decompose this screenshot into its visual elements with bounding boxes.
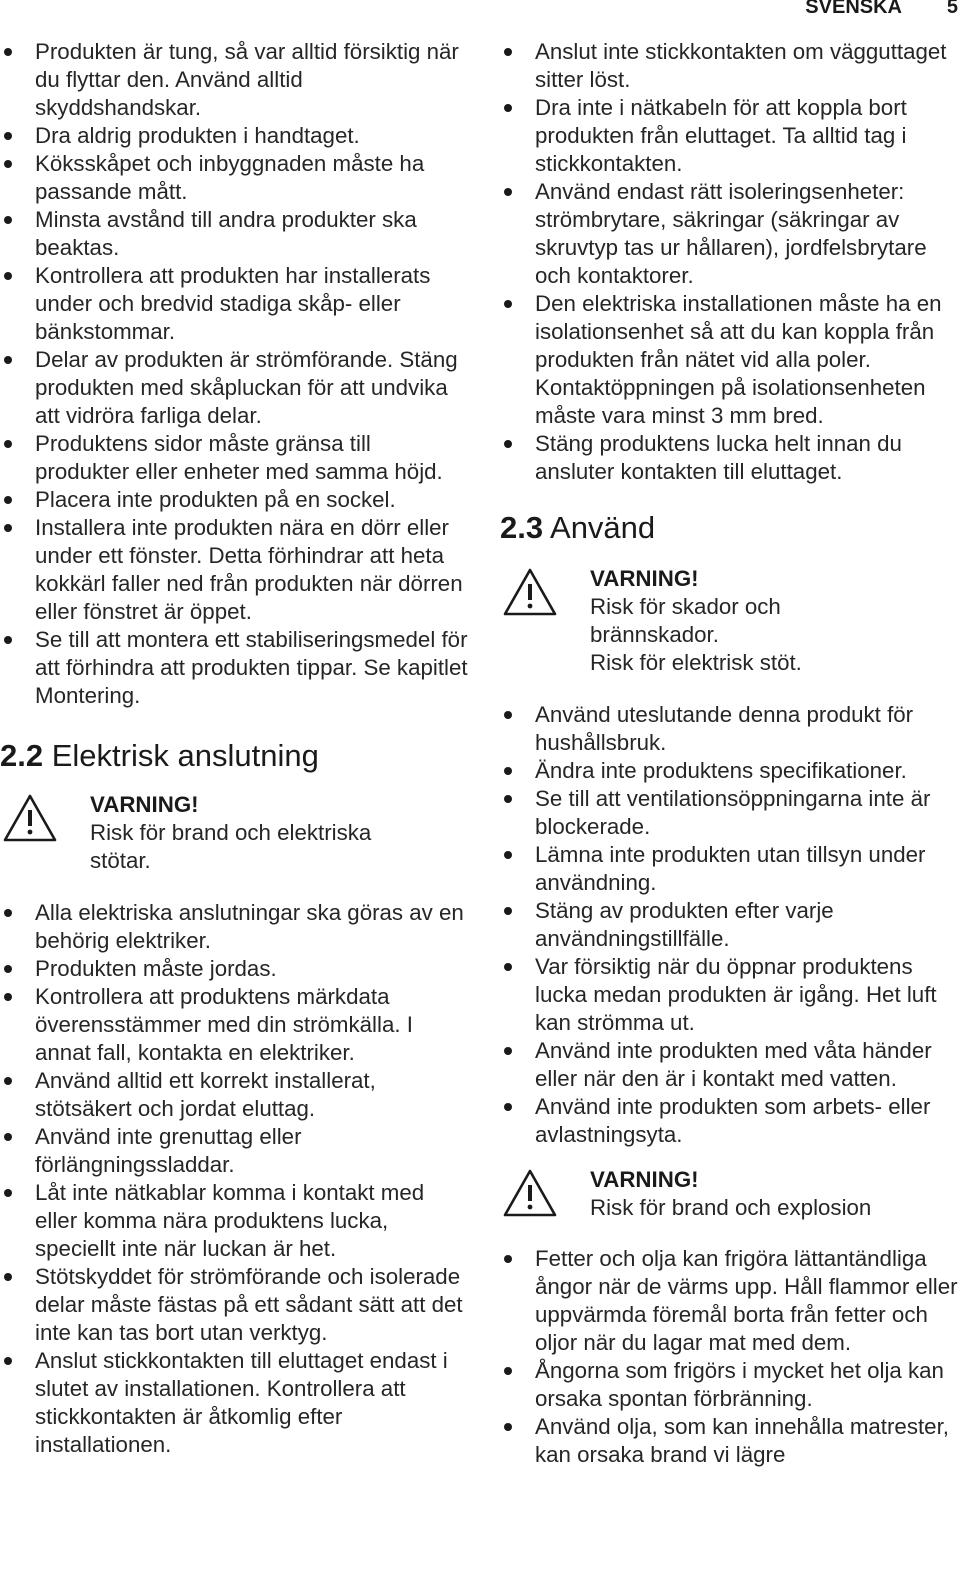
- list-item: [500, 1245, 960, 1357]
- list-item-text: Använd uteslutande denna produkt för hushållsbruk.: [535, 702, 914, 755]
- bullet-icon: [4, 636, 12, 644]
- list-item-text: Använd alltid ett korrekt installerat, stötsäkert och jordat eluttag.: [35, 1068, 376, 1121]
- list-item-text: Produkten måste jordas.: [35, 956, 277, 981]
- list-item: [500, 1037, 960, 1093]
- bullet-icon: [4, 1189, 12, 1197]
- list-item-text: Använd endast rätt isoleringsenheter: strömbrytare, säkringar (säkringar av skruvtyp tas ur hållaren), jordfelsbrytare och kontaktorer.: [535, 179, 927, 288]
- list-item-text: Produktens sidor måste gränsa till produkter eller enheter med samma höjd.: [35, 431, 443, 484]
- bullet-icon: [504, 188, 512, 196]
- section-title: Elektrisk anslutning: [51, 738, 319, 773]
- bullet-icon: [504, 795, 512, 803]
- list-item: [500, 701, 960, 757]
- section-number: 2.3: [500, 510, 544, 545]
- bullet-icon: [504, 300, 512, 308]
- bullet-icon: [4, 1273, 12, 1281]
- bullet-icon: [504, 851, 512, 859]
- bullet-list: [0, 899, 470, 1459]
- section-title: Använd: [550, 510, 656, 545]
- bullet-icon: [4, 496, 12, 504]
- warning-triangle-icon: [2, 793, 58, 843]
- list-item-text: Dra inte i nätkabeln för att koppla bort produkten från eluttaget. Ta alltid tag i stickkontakten.: [535, 95, 907, 176]
- bullet-icon: [504, 1367, 512, 1375]
- list-item-text: Stäng produktens lucka helt innan du ansluter kontakten till eluttaget.: [535, 431, 902, 484]
- list-item-text: Stötskyddet för strömförande och isolerade delar måste fästas på ett sådant sätt att det inte kan tas bort utan verktyg.: [35, 1264, 463, 1345]
- list-item-text: Ångorna som frigörs i mycket het olja kan orsaka spontan förbränning.: [535, 1358, 944, 1411]
- list-item: [0, 626, 470, 710]
- list-item-text: Alla elektriska anslutningar ska göras av en behörig elektriker.: [35, 900, 464, 953]
- bullet-icon: [504, 440, 512, 448]
- list-item: [0, 1347, 470, 1459]
- warning-text: Risk för brand och explosion: [590, 1195, 872, 1220]
- warning-box: [500, 565, 960, 677]
- list-item-text: Låt inte nätkablar komma i kontakt med eller komma nära produktens lucka, speciellt inte när luckan är het.: [35, 1180, 425, 1261]
- bullet-icon: [4, 524, 12, 532]
- list-item-text: Minsta avstånd till andra produkter ska beaktas.: [35, 207, 417, 260]
- bullet-icon: [4, 993, 12, 1001]
- list-item: [500, 38, 960, 94]
- bullet-icon: [4, 132, 12, 140]
- list-item-text: Den elektriska installationen måste ha en isolationsenhet så att du kan koppla från produkten från nätet vid alla poler. Kontaktöppningen på isolationsenheten måste vara minst 3 mm bred.: [535, 291, 942, 428]
- list-item-text: Delar av produkten är strömförande. Stäng produkten med skåpluckan för att undvika att vidröra farliga delar.: [35, 347, 458, 428]
- list-item-text: Placera inte produkten på en sockel.: [35, 487, 396, 512]
- list-item: [0, 262, 470, 346]
- list-item-text: Anslut inte stickkontakten om vägguttaget sitter löst.: [535, 39, 947, 92]
- list-item: [0, 346, 470, 430]
- list-item: [0, 1067, 470, 1123]
- list-item: [500, 953, 960, 1037]
- bullet-icon: [504, 1103, 512, 1111]
- bullet-icon: [4, 356, 12, 364]
- bullet-icon: [504, 1047, 512, 1055]
- section-heading: [500, 509, 960, 547]
- right-column: [500, 38, 960, 1469]
- page-number: 5: [946, 0, 958, 18]
- list-item-text: Se till att montera ett stabiliseringsmedel för att förhindra att produkten tippar. Se kapitlet Montering.: [35, 627, 468, 708]
- list-item-text: Dra aldrig produkten i handtaget.: [35, 123, 360, 148]
- list-item: [0, 38, 470, 122]
- list-item-text: Kontrollera att produkten har installerats under och bredvid stadiga skåp- eller bänkstommar.: [35, 263, 431, 344]
- list-item-text: Lämna inte produkten utan tillsyn under användning.: [535, 842, 926, 895]
- bullet-icon: [4, 216, 12, 224]
- warning-box: [500, 1166, 960, 1222]
- list-item-text: Se till att ventilationsöppningarna inte är blockerade.: [535, 786, 931, 839]
- bullet-icon: [504, 767, 512, 775]
- list-item-text: Fetter och olja kan frigöra lättantändliga ångor när de värms upp. Håll flammor eller uppvärmda föremål borta från fetter och oljor när du lagar mat med dem.: [535, 1246, 958, 1355]
- bullet-list: [0, 38, 470, 710]
- list-item: [0, 1179, 470, 1263]
- warning-title: VARNING!: [90, 792, 199, 817]
- list-item-text: Köksskåpet och inbyggnaden måste ha passande mått.: [35, 151, 425, 204]
- bullet-icon: [504, 711, 512, 719]
- warning-text: Risk för elektrisk stöt.: [590, 650, 802, 675]
- list-item: [0, 430, 470, 486]
- warning-title: VARNING!: [590, 1167, 699, 1192]
- bullet-icon: [4, 440, 12, 448]
- list-item-text: Produkten är tung, så var alltid försiktig när du flyttar den. Använd alltid skyddshandskar.: [35, 39, 459, 120]
- list-item-text: Använd olja, som kan innehålla matrester, kan orsaka brand vi lägre: [535, 1414, 949, 1467]
- list-item-text: Installera inte produkten nära en dörr eller under ett fönster. Detta förhindrar att heta kokkärl faller ned från produkten när dörren eller fönstret är öppet.: [35, 515, 463, 624]
- warning-text: Risk för brand och elektriska stötar.: [90, 820, 372, 873]
- bullet-icon: [504, 1423, 512, 1431]
- list-item: [500, 178, 960, 290]
- bullet-icon: [504, 48, 512, 56]
- list-item: [500, 94, 960, 178]
- bullet-list: [500, 1245, 960, 1469]
- bullet-icon: [4, 1133, 12, 1141]
- list-item-text: Använd inte grenuttag eller förlängningssladdar.: [35, 1124, 302, 1177]
- language-label: SVENSKA: [805, 0, 902, 18]
- bullet-icon: [4, 160, 12, 168]
- list-item: [500, 1093, 960, 1149]
- warning-triangle-icon: [502, 567, 558, 617]
- list-item: [0, 899, 470, 955]
- list-item: [500, 290, 960, 430]
- bullet-list: [500, 701, 960, 1149]
- page-header: [0, 0, 960, 22]
- list-item: [0, 514, 470, 626]
- bullet-icon: [4, 909, 12, 917]
- list-item: [0, 486, 470, 514]
- bullet-icon: [4, 965, 12, 973]
- list-item: [0, 1123, 470, 1179]
- bullet-list: [500, 38, 960, 486]
- list-item: [500, 757, 960, 785]
- list-item: [0, 955, 470, 983]
- section-heading: [0, 737, 470, 775]
- list-item: [0, 983, 470, 1067]
- bullet-icon: [504, 1255, 512, 1263]
- bullet-icon: [504, 963, 512, 971]
- list-item: [500, 897, 960, 953]
- list-item-text: Använd inte produkten med våta händer eller när den är i kontakt med vatten.: [535, 1038, 932, 1091]
- bullet-icon: [4, 48, 12, 56]
- list-item: [500, 785, 960, 841]
- list-item: [500, 1413, 960, 1469]
- list-item: [500, 841, 960, 897]
- list-item: [0, 1263, 470, 1347]
- list-item-text: Kontrollera att produktens märkdata överensstämmer med din strömkälla. I annat fall, kontakta en elektriker.: [35, 984, 413, 1065]
- list-item-text: Anslut stickkontakten till eluttaget endast i slutet av installationen. Kontrollera att stickkontakten är åtkomlig efter installationen.: [35, 1348, 448, 1457]
- warning-text: Risk för skador och brännskador.: [590, 594, 781, 647]
- list-item-text: Ändra inte produktens specifikationer.: [535, 758, 907, 783]
- list-item: [500, 1357, 960, 1413]
- bullet-icon: [504, 907, 512, 915]
- warning-title: VARNING!: [590, 566, 699, 591]
- list-item: [0, 150, 470, 206]
- warning-box: [0, 791, 470, 875]
- list-item: [0, 122, 470, 150]
- list-item: [0, 206, 470, 262]
- list-item: [500, 430, 960, 486]
- warning-triangle-icon: [502, 1168, 558, 1218]
- bullet-icon: [4, 1357, 12, 1365]
- bullet-icon: [4, 272, 12, 280]
- left-column: [0, 38, 470, 1459]
- list-item-text: Stäng av produkten efter varje användningstillfälle.: [535, 898, 834, 951]
- list-item-text: Var försiktig när du öppnar produktens lucka medan produkten är igång. Het luft kan strömma ut.: [535, 954, 937, 1035]
- bullet-icon: [504, 104, 512, 112]
- bullet-icon: [4, 1077, 12, 1085]
- list-item-text: Använd inte produkten som arbets- eller avlastningsyta.: [535, 1094, 931, 1147]
- section-number: 2.2: [0, 738, 44, 773]
